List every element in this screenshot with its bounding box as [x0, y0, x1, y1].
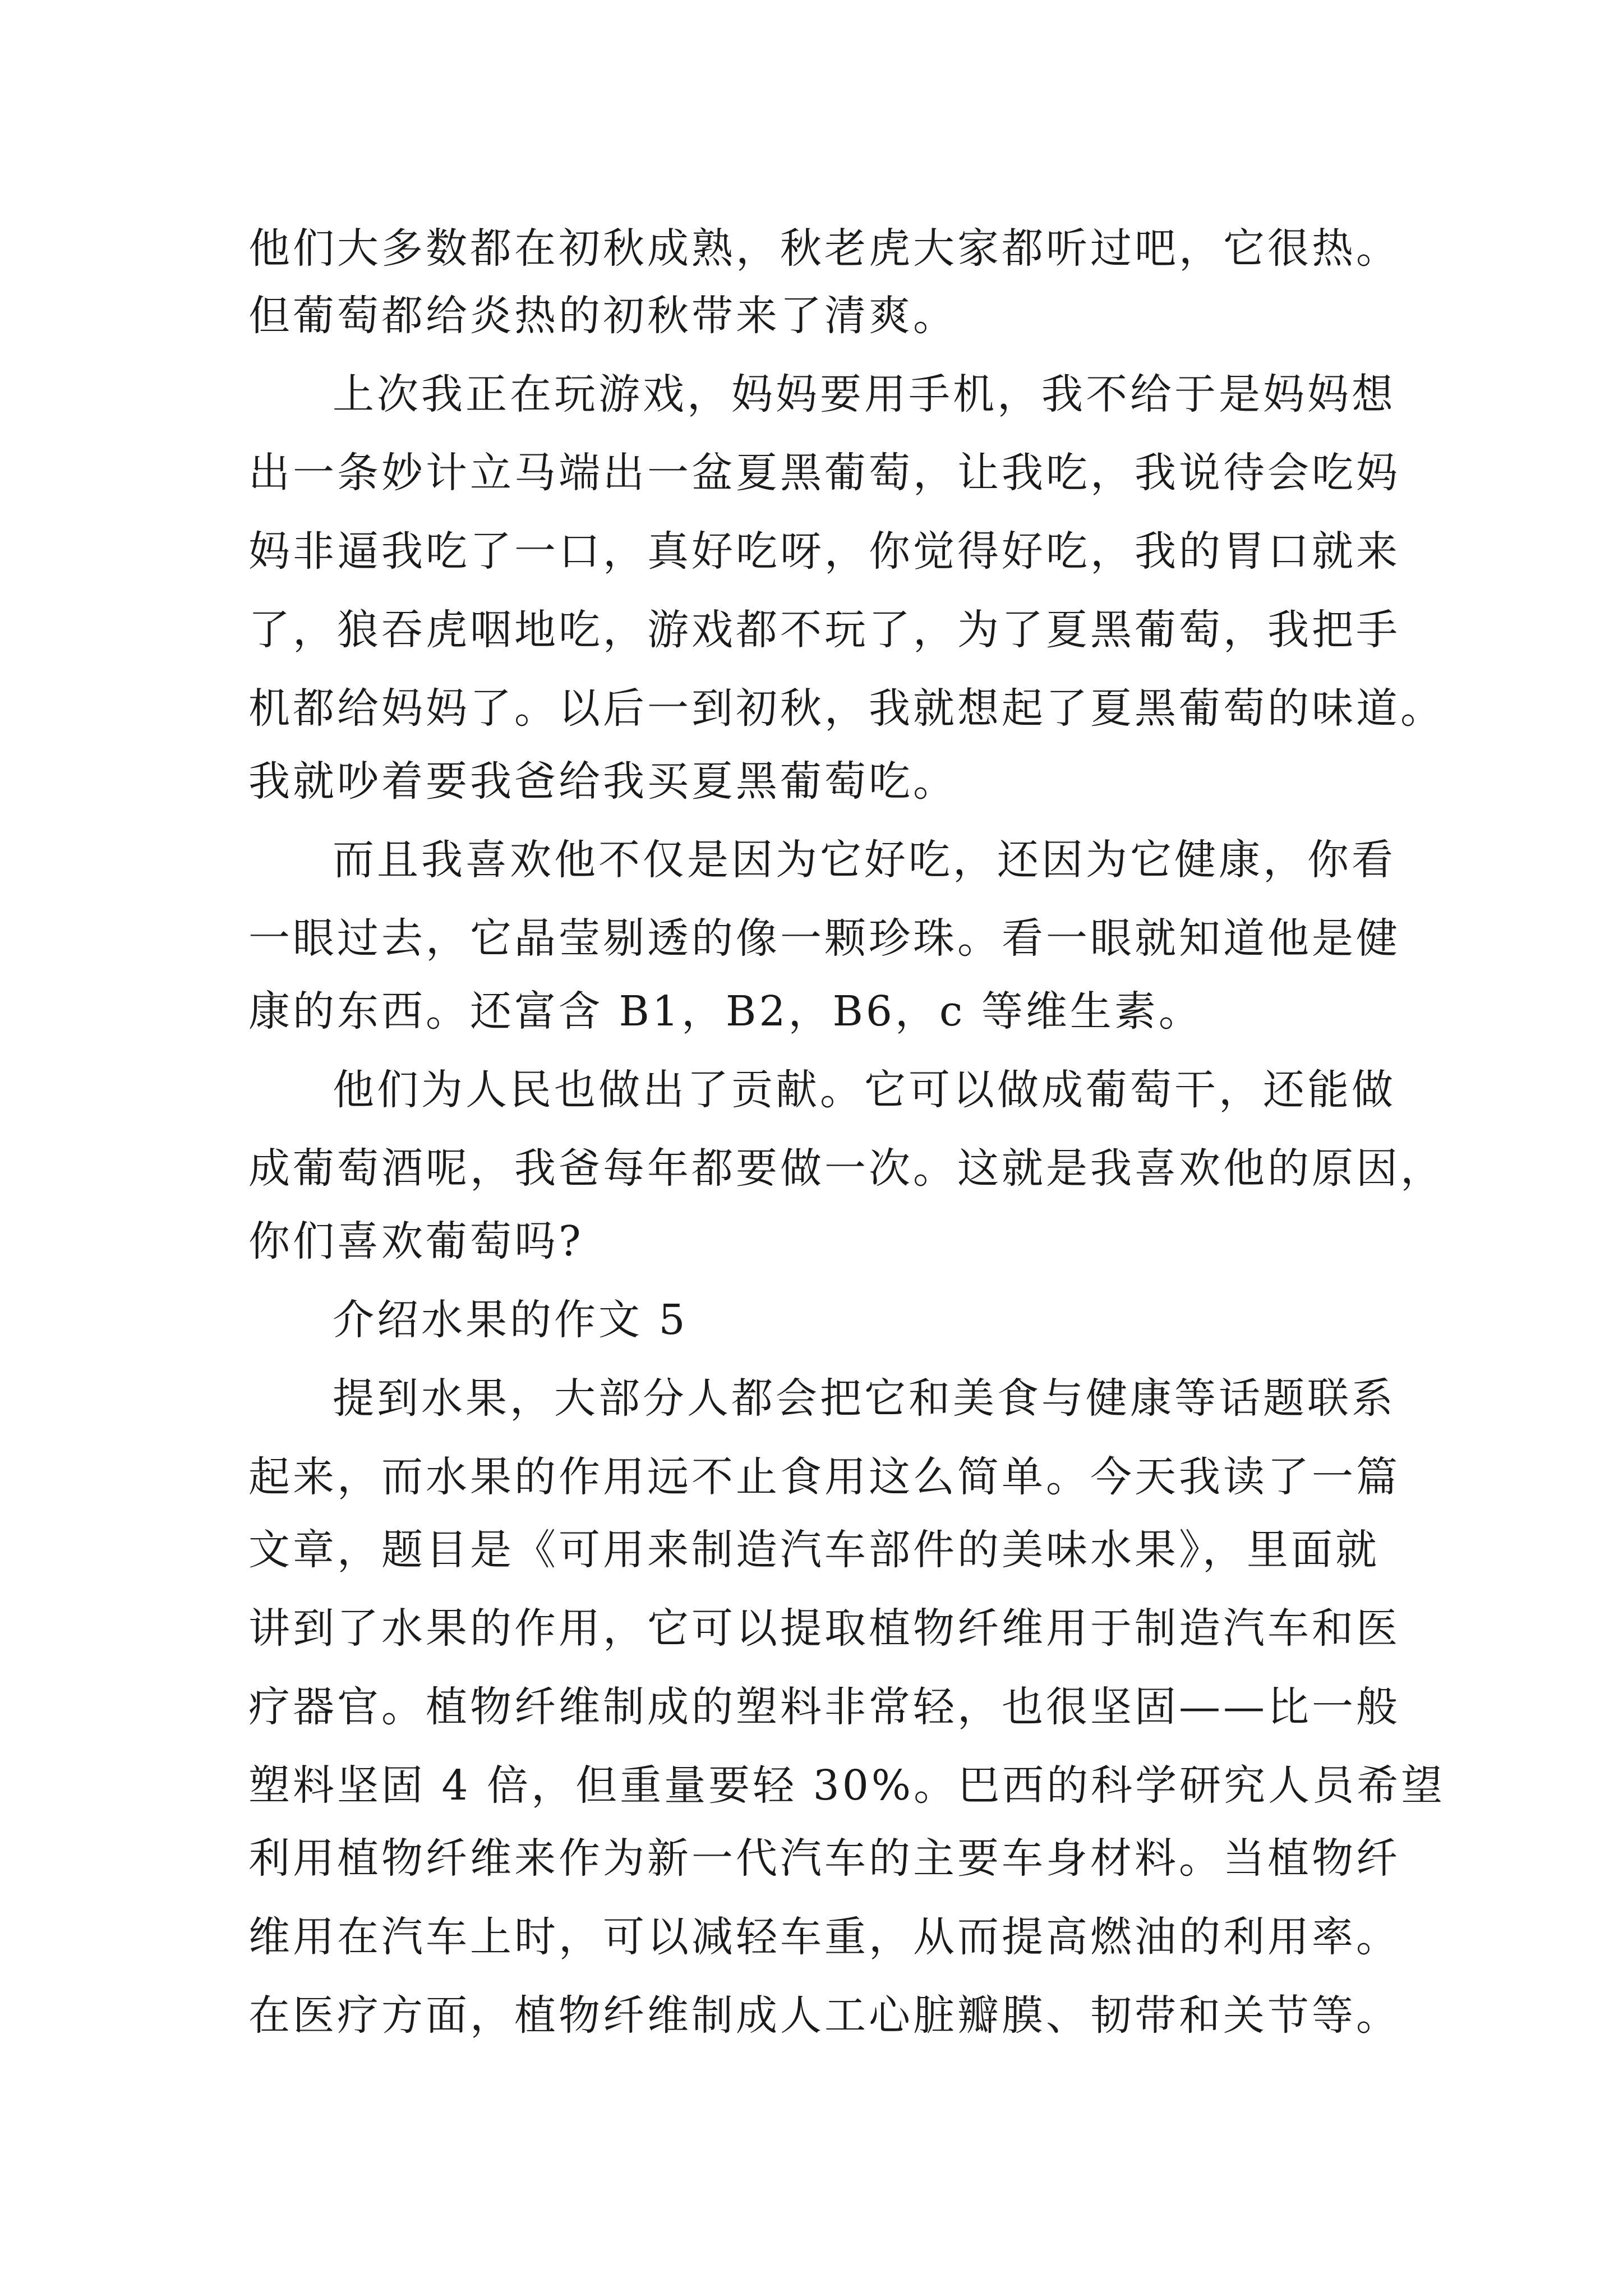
section-heading: 介绍水果的作文 5 [333, 1296, 688, 1344]
text-line: 疗器官。植物纤维制成的塑料非常轻，也很坚固——比一般 [248, 1683, 1400, 1731]
text-line: 机都给妈妈了。以后一到初秋，我就想起了夏黑葡萄的味道。 [248, 684, 1445, 733]
text-line: 你们喜欢葡萄吗? [248, 1217, 584, 1266]
text-line: 维用在汽车上时，可以减轻车重，从而提高燃油的利用率。 [248, 1913, 1400, 1961]
text-line: 塑料坚固 4 倍，但重量要轻 30%。巴西的科学研究人员希望 [248, 1761, 1446, 1810]
text-line: 他们大多数都在初秋成熟，秋老虎大家都听过吧，它很热。 [248, 224, 1400, 273]
text-line: 出一条妙计立马端出一盆夏黑葡萄，让我吃，我说待会吃妈 [248, 449, 1400, 497]
text-line: 利用植物纤维来作为新一代汽车的主要车身材料。当植物纤 [248, 1834, 1400, 1883]
text-line: 康的东西。还富含 B1，B2，B6，c 等维生素。 [248, 987, 1203, 1036]
text-line: 而且我喜欢他不仅是因为它好吃，还因为它健康，你看 [333, 836, 1396, 884]
text-line: 在医疗方面，植物纤维制成人工心脏瓣膜、韧带和关节等。 [248, 1991, 1400, 2040]
text-line: 文章，题目是《可用来制造汽车部件的美味水果》，里面就 [248, 1526, 1380, 1574]
text-line: 一眼过去，它晶莹剔透的像一颗珍珠。看一眼就知道他是健 [248, 914, 1400, 963]
text-line: 成葡萄酒呢，我爸每年都要做一次。这就是我喜欢他的原因， [248, 1144, 1445, 1193]
text-line: 提到水果，大部分人都会把它和美食与健康等话题联系 [333, 1374, 1396, 1423]
text-line: 我就吵着要我爸给我买夏黑葡萄吃。 [248, 757, 957, 806]
text-line: 妈非逼我吃了一口，真好吃呀，你觉得好吃，我的胃口就来 [248, 527, 1400, 576]
text-line: 他们为人民也做出了贡献。它可以做成葡萄干，还能做 [333, 1066, 1396, 1114]
text-line: 起来，而水果的作用远不止食用这么简单。今天我读了一篇 [248, 1453, 1400, 1501]
text-line: 讲到了水果的作用，它可以提取植物纤维用于制造汽车和医 [248, 1604, 1400, 1653]
text-line: 了，狼吞虎咽地吃，游戏都不玩了，为了夏黑葡萄，我把手 [248, 606, 1400, 654]
text-line: 但葡萄都给炎热的初秋带来了清爽。 [248, 292, 957, 340]
text-line: 上次我正在玩游戏，妈妈要用手机，我不给于是妈妈想 [333, 370, 1396, 418]
